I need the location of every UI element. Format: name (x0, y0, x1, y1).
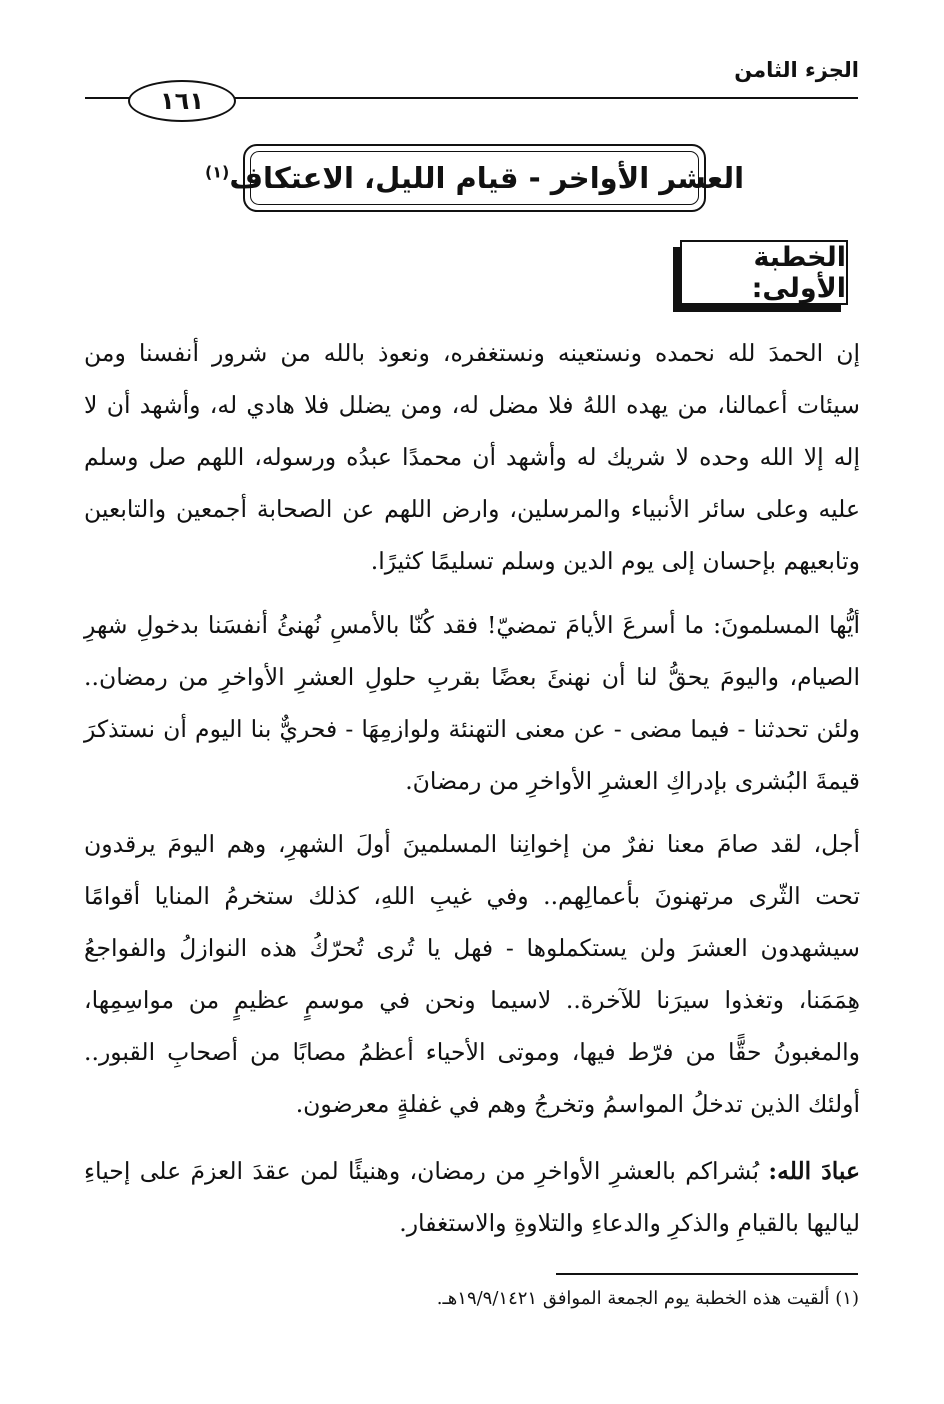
section-heading-box (680, 240, 848, 305)
header-rule-left (85, 97, 130, 99)
paragraph-body: بُشراكم بالعشرِ الأواخرِ من رمضان، وهنيئًا لمن عقدَ العزمَ على إحياءِ لياليها بالقيامِ والذكرِ والدعاءِ والتلاوةِ والاستغفار. (84, 1157, 860, 1237)
paragraph-ibad (84, 1145, 860, 1249)
footnote-rule (556, 1273, 858, 1275)
page-number-text: ١٦١ (160, 87, 204, 115)
section-heading: الخطبة الأولى: (751, 241, 846, 304)
page-number (128, 80, 236, 122)
paragraph-muslims: أيُّها المسلمونَ: ما أسرعَ الأيامَ تمضيّ! فقد كُنّا بالأمسِ نُهنئُ أنفسَنا بدخولِ شهرِ الصيام، واليومَ يحقُّ لنا أن نهنئَ بعضًا بقربِ حلولِ العشرِ الأواخرِ من رمضان.. ولئن تحدثنا - فيما مضى - عن معنى التهنئة ولوازمِهَا - فحريٌّ بنا اليوم أن نستذكرَ قيمةَ البُشرى بإدراكِ العشرِ الأواخرِ من رمضانَ. (84, 611, 860, 795)
paragraph-ajal: أجل، لقد صامَ معنا نفرٌ من إخوانِنا المسلمينَ أولَ الشهرِ، وهم اليومَ يرقدون تحت الثّرى مرتهنونَ بأعمالِهم.. وفي غيبِ اللهِ، كذلك ستخرمُ المنايا أقوامًا سيشهدون العشرَ ولن يستكملوها - فهل يا تُرى تُحرّكُ هذه النوازلُ والفواجعُ هِمَمَنا، وتغذوا سيرَنا للآخرة.. لاسيما ونحن في موسمٍ عظيمٍ من مواسِمِها، والمغبونُ حقًّا من فرّط فيها، وموتى الأحياء أعظمُ مصابًا من أصحابِ القبور.. أولئك الذين تدخلُ المواسمُ وتخرجُ وهم في غفلةٍ معرضون. (84, 830, 860, 1118)
title-frame (204, 144, 745, 212)
paragraph-lead: عبادَ الله: (768, 1157, 860, 1185)
running-head: الجزء الثامن (734, 58, 859, 82)
chapter-title-text: العشر الأواخر - قيام الليل، الاعتكاف (229, 161, 745, 195)
footnote: (١) ألقيت هذه الخطبة يوم الجمعة الموافق ١٩/٩/١٤٢١هـ. (436, 1288, 859, 1309)
header-rule-right (230, 97, 858, 99)
title-footnote-ref: (١) (204, 162, 230, 182)
paragraph-opening: إن الحمدَ لله نحمده ونستعينه ونستغفره، ونعوذ بالله من شرور أنفسنا ومن سيئات أعمالنا، من يهده اللهُ فلا مضل له، ومن يضلل فلا هادي له، وأشهد أن لا إله إلا الله وحده لا شريك له وأشهد أن محمدًا عبدُه ورسوله، اللهم صل وسلم عليه وعلى سائر الأنبياء والمرسلين، وارض اللهم عن الصحابة أجمعين والتابعين وتابعيهم بإحسان إلى يوم الدين وسلم تسليمًا كثيرًا. (84, 339, 860, 575)
chapter-title (205, 161, 744, 195)
